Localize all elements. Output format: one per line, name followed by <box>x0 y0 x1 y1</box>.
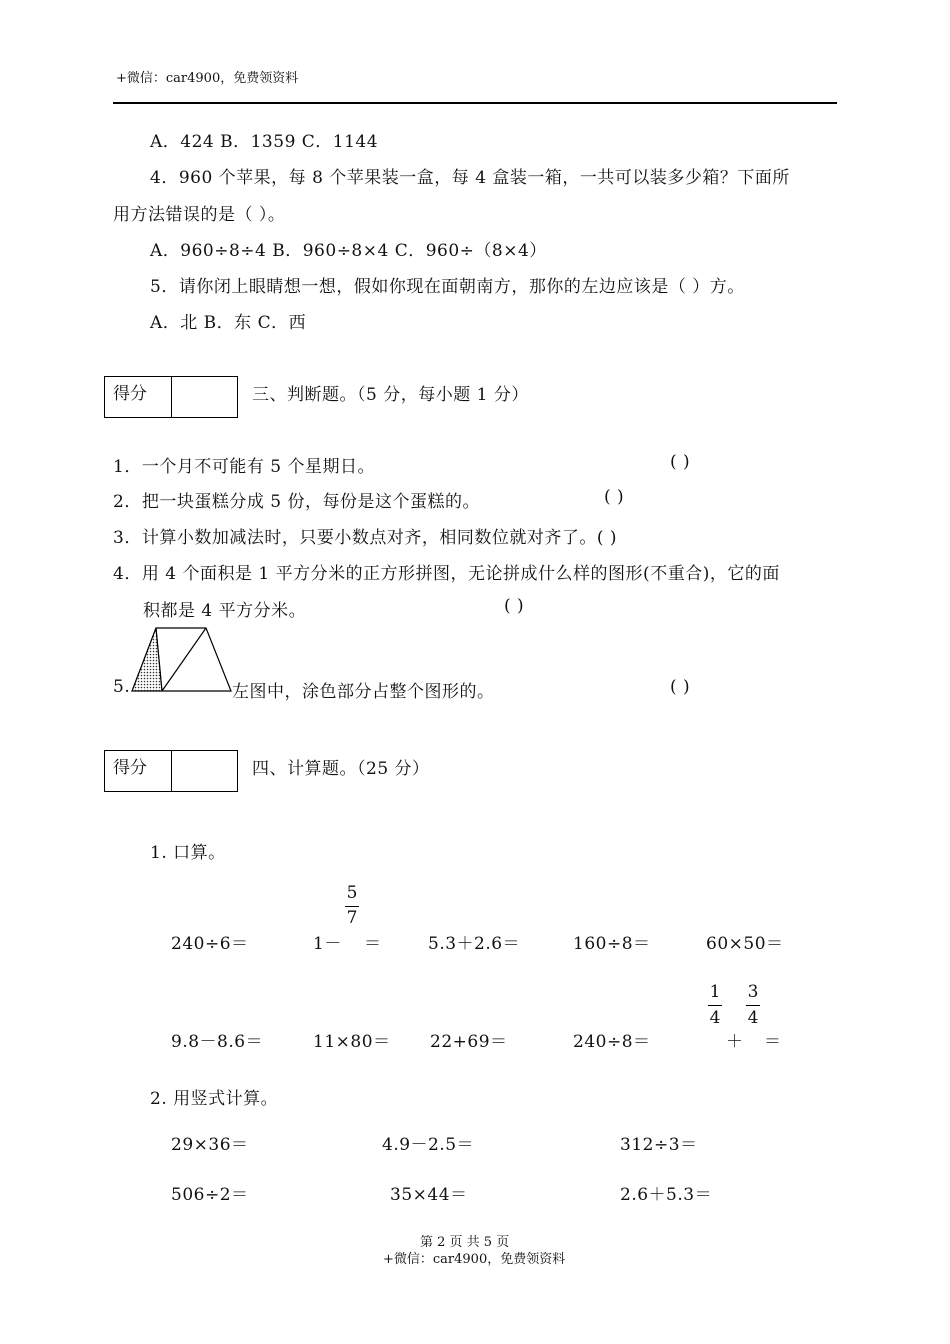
oral-1-4: 160÷8＝ <box>573 934 651 954</box>
oral-1-1: 240÷6＝ <box>171 934 249 954</box>
vertical-2-2: 35×44＝ <box>390 1185 468 1205</box>
judge-item-2: 2．把一块蛋糕分成 5 份，每份是这个蛋糕的。 <box>113 492 480 512</box>
judge-paren-1: ( ) <box>670 452 691 472</box>
fraction-numerator: 1 <box>709 982 721 1002</box>
q4-line1: 4．960 个苹果，每 8 个苹果装一盒，每 4 盒装一箱，一共可以装多少箱？下面所 <box>150 168 790 188</box>
oral-1-2b: ＝ <box>364 934 382 954</box>
oral-2-equals: ＝ <box>764 1032 782 1052</box>
judge-item-4: 4．用 4 个面积是 1 平方分米的正方形拼图，无论拼成什么样的图形(不重合)，它的面 <box>113 564 780 584</box>
header-rule <box>113 102 837 104</box>
q4-line2: 用方法错误的是（ ）。 <box>113 205 286 225</box>
fraction-bar <box>708 1005 722 1006</box>
fraction-numerator: 3 <box>747 982 759 1002</box>
page-number: 第 2 页 共 5 页 <box>420 1235 510 1250</box>
vertical-1-1: 29×36＝ <box>171 1135 249 1155</box>
section3-title: 三、判断题。（5 分，每小题 1 分） <box>252 385 529 405</box>
q3-options: A．424 B．1359 C．1144 <box>150 132 379 152</box>
judge-paren-2: ( ) <box>604 487 625 507</box>
fraction-denominator: 4 <box>709 1008 721 1028</box>
judge-paren-4: ( ) <box>504 596 525 616</box>
oral-2-1: 9.8－8.6＝ <box>171 1032 264 1052</box>
fraction-denominator: 7 <box>346 908 358 928</box>
score-box-section3 <box>104 376 238 418</box>
vertical-1-3: 312÷3＝ <box>620 1135 698 1155</box>
oral-2-2: 11×80＝ <box>313 1032 391 1052</box>
oral-2-3: 22+69＝ <box>430 1032 508 1052</box>
judge-item-5: 左图中，涂色部分占整个图形的。 <box>232 682 495 702</box>
oral-1-2a: 1－ <box>313 934 342 954</box>
judge-paren-5: ( ) <box>670 677 691 697</box>
score-box-section4 <box>104 750 238 792</box>
fraction-bar <box>746 1005 760 1006</box>
footer-watermark: +微信：car4900，免费领资料 <box>383 1252 566 1267</box>
oral-title: 1. 口算。 <box>150 843 226 863</box>
vertical-2-3: 2.6＋5.3＝ <box>620 1185 713 1205</box>
vertical-2-1: 506÷2＝ <box>171 1185 249 1205</box>
judge-item-1: 1．一个月不可能有 5 个星期日。 <box>113 457 375 477</box>
q5-line: 5．请你闭上眼睛想一想，假如你现在面朝南方，那你的左边应该是（ ）方。 <box>150 277 745 297</box>
section4-title: 四、计算题。（25 分） <box>252 759 430 779</box>
oral-1-3: 5.3＋2.6＝ <box>428 934 521 954</box>
q4-options: A．960÷8÷4 B．960÷8×4 C．960÷（8×4） <box>150 241 547 261</box>
vertical-title: 2. 用竖式计算。 <box>150 1089 279 1109</box>
oral-1-5: 60×50＝ <box>706 934 784 954</box>
trapezoid-figure <box>128 626 234 692</box>
score-label: 得分 <box>113 758 147 778</box>
fraction-bar <box>345 906 359 907</box>
judge-item-3: 3．计算小数加减法时，只要小数点对齐，相同数位就对齐了。( ) <box>113 528 617 548</box>
header-watermark: +微信：car4900，免费领资料 <box>116 71 299 86</box>
q5-options: A．北 B．东 C．西 <box>150 313 307 333</box>
score-label: 得分 <box>113 384 147 404</box>
judge-item-4-line2: 积都是 4 平方分米。 <box>143 601 307 621</box>
trapezoid-diagonal <box>162 628 206 691</box>
fraction-denominator: 4 <box>747 1008 759 1028</box>
judge-item-5-number: 5. <box>113 677 131 697</box>
oral-2-plus: ＋ <box>726 1032 744 1052</box>
vertical-1-2: 4.9－2.5＝ <box>382 1135 475 1155</box>
oral-2-4: 240÷8＝ <box>573 1032 651 1052</box>
fraction-numerator: 5 <box>346 883 358 903</box>
